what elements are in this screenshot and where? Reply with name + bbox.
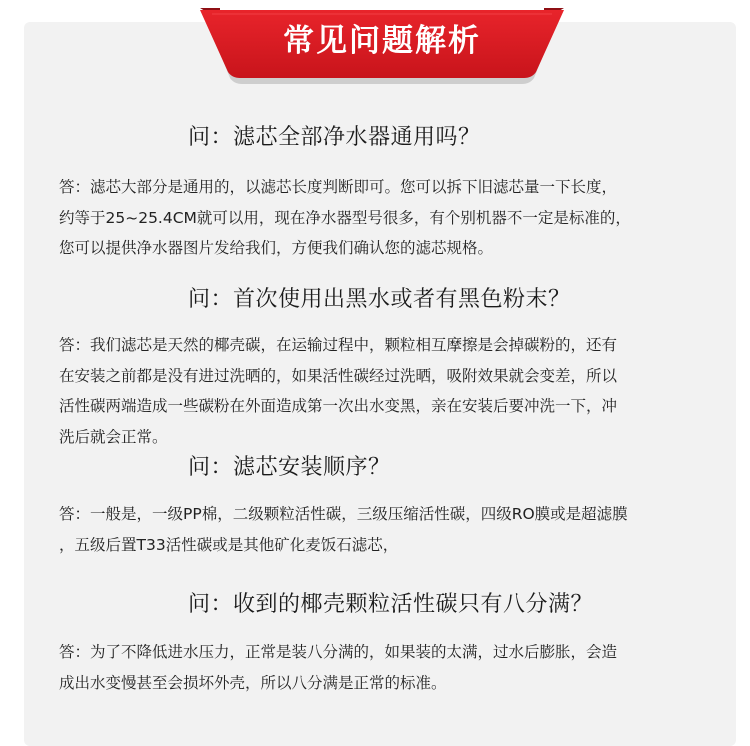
faq-question-2: 问：首次使用出黑水或者有黑色粉末？: [188, 287, 571, 312]
faq-answer-line: 活性碳两端造成一些碳粉在外面造成第一次出水变黑，亲在安装后要冲洗一下，冲: [59, 397, 618, 415]
faq-answer-line: 答：一般是，一级PP棉，二级颗粒活性碳，三级压缩活性碳，四级RO膜或是超滤膜: [59, 505, 628, 523]
faq-answer-line: 答：滤芯大部分是通用的，以滤芯长度判断即可。您可以拆下旧滤芯量一下长度，: [59, 178, 618, 196]
faq-answer-2: [59, 330, 719, 452]
faq-question-1: 问：滤芯全部净水器通用吗？: [188, 125, 481, 150]
faq-answer-line: 答：为了不降低进水压力，正常是装八分满的，如果装的太满，过水后膨胀，会造: [59, 643, 618, 661]
faq-answer-3: [59, 499, 719, 560]
faq-question-4: 问：收到的椰壳颗粒活性碳只有八分满？: [188, 592, 594, 617]
faq-answer-line: 在安装之前都是没有进过洗晒的，如果活性碳经过洗晒，吸附效果就会变差，所以: [59, 366, 618, 385]
faq-answer-1: [59, 172, 719, 264]
faq-answer-4: [59, 637, 719, 698]
faq-answer-line: 成出水变慢甚至会损坏外壳，所以八分满是正常的标准。: [59, 673, 447, 692]
header-banner: [196, 8, 568, 86]
faq-answer-line: 约等于25~25.4CM就可以用，现在净水器型号很多，有个别机器不一定是标准的，: [59, 208, 631, 227]
faq-answer-line: 答：我们滤芯是天然的椰壳碳，在运输过程中，颗粒相互摩擦是会掉碳粉的，还有: [59, 336, 618, 354]
faq-question-3: 问：滤芯安装顺序？: [188, 455, 391, 480]
page-title: 常见问题解析: [283, 23, 481, 59]
faq-answer-line: 洗后就会正常。: [59, 427, 168, 446]
faq-answer-line: ，五级后置T33活性碳或是其他矿化麦饭石滤芯，: [59, 535, 399, 554]
faq-answer-line: 您可以提供净水器图片发给我们，方便我们确认您的滤芯规格。: [59, 239, 494, 257]
